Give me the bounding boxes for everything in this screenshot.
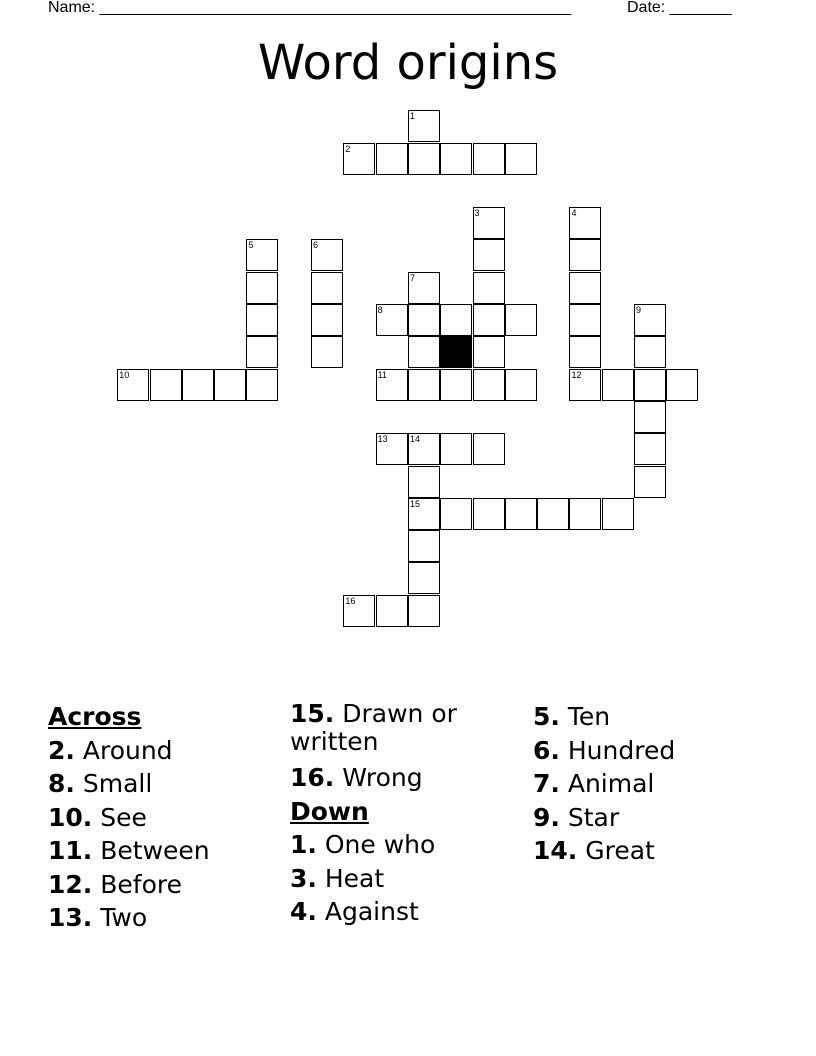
clues-column-3 (533, 700, 773, 868)
grid-cell[interactable] (311, 239, 343, 271)
grid-cell[interactable] (537, 498, 569, 530)
grid-cell[interactable] (505, 143, 537, 175)
grid-cell[interactable] (311, 336, 343, 368)
grid-cell[interactable] (634, 401, 666, 433)
grid-cell[interactable] (311, 272, 343, 304)
grid-cell[interactable] (473, 239, 505, 271)
clue-across-8: 8. Small (48, 769, 153, 798)
name-field-label: Name: _____________________________________________________ (48, 0, 572, 16)
clue-across-2: 2. Around (48, 735, 173, 765)
grid-cell[interactable] (473, 336, 505, 368)
grid-cell[interactable] (473, 272, 505, 304)
down-heading: Down (290, 796, 369, 826)
grid-cell[interactable] (246, 272, 278, 304)
grid-cell[interactable] (440, 369, 472, 401)
grid-cell[interactable] (246, 304, 278, 336)
grid-cell[interactable] (473, 498, 505, 530)
grid-cell[interactable] (473, 207, 505, 239)
clues-column-2 (290, 700, 510, 929)
grid-cell[interactable] (634, 433, 666, 465)
grid-cell[interactable] (311, 304, 343, 336)
across-heading: Across (48, 702, 142, 731)
clue-number: 1 (409, 111, 415, 122)
clue-number: 14 (409, 434, 420, 445)
grid-cell[interactable] (408, 143, 440, 175)
grid-cell[interactable] (569, 207, 601, 239)
clue-down-6: 6. Hundred (533, 735, 676, 765)
grid-cell[interactable] (408, 304, 440, 336)
grid-cell[interactable] (440, 433, 472, 465)
clue-down-7: 7. Animal (533, 769, 655, 798)
grid-cell[interactable] (569, 272, 601, 304)
grid-cell[interactable] (408, 595, 440, 627)
grid-cell[interactable] (473, 143, 505, 175)
clue-number: 15 (409, 498, 420, 509)
clue-down-14: 14. Great (533, 836, 655, 865)
clue-number: 10 (119, 369, 130, 380)
grid-cell[interactable] (473, 304, 505, 336)
grid-cell[interactable] (569, 239, 601, 271)
grid-cell[interactable] (634, 304, 666, 336)
grid-cell[interactable] (602, 498, 634, 530)
grid-cell[interactable] (634, 466, 666, 498)
clue-number: 12 (571, 369, 582, 380)
clues-column-1 (48, 700, 278, 935)
grid-cell[interactable] (440, 304, 472, 336)
grid-cell[interactable] (569, 304, 601, 336)
grid-cell[interactable] (182, 369, 214, 401)
grid-cell[interactable] (440, 143, 472, 175)
grid-cell[interactable] (634, 369, 666, 401)
clue-across-15: 15. Drawn or written (290, 699, 457, 756)
clue-number: 2 (345, 143, 351, 154)
grid-cell[interactable] (473, 369, 505, 401)
grid-cell[interactable] (214, 369, 246, 401)
clue-number: 7 (409, 272, 415, 283)
grid-cell[interactable] (473, 433, 505, 465)
grid-cell[interactable] (408, 336, 440, 368)
clue-number: 5 (248, 240, 254, 251)
clue-number: 16 (345, 595, 356, 606)
grid-cell[interactable] (376, 369, 408, 401)
grid-cell[interactable] (408, 530, 440, 562)
grid-cell[interactable] (408, 433, 440, 465)
grid-cell[interactable] (343, 595, 375, 627)
grid-cell[interactable] (408, 466, 440, 498)
grid-block-cell (440, 336, 472, 368)
page-title: Word origins (257, 35, 559, 91)
grid-cell[interactable] (408, 272, 440, 304)
clue-across-10: 10. See (48, 802, 147, 832)
date-field-label: Date: _______ (627, 0, 732, 16)
grid-cell[interactable] (117, 369, 149, 401)
clue-number: 8 (377, 305, 383, 316)
clue-down-3: 3. Heat (290, 863, 385, 893)
grid-cell[interactable] (569, 498, 601, 530)
clue-number: 13 (377, 434, 388, 445)
grid-cell[interactable] (505, 498, 537, 530)
grid-cell[interactable] (408, 562, 440, 594)
grid-cell[interactable] (376, 433, 408, 465)
clue-across-12: 12. Before (48, 869, 182, 899)
grid-cell[interactable] (569, 369, 601, 401)
grid-cell[interactable] (408, 110, 440, 142)
grid-cell[interactable] (246, 336, 278, 368)
grid-cell[interactable] (246, 239, 278, 271)
clue-across-13: 13. Two (48, 903, 148, 932)
clue-across-11: 11. Between (48, 836, 210, 865)
clue-number: 3 (474, 208, 480, 219)
grid-cell[interactable] (150, 369, 182, 401)
grid-cell[interactable] (246, 369, 278, 401)
clue-number: 4 (571, 208, 577, 219)
clue-number: 6 (313, 240, 319, 251)
clue-down-9: 9. Star (533, 802, 620, 832)
clue-down-5: 5. Ten (533, 702, 611, 731)
grid-cell[interactable] (666, 369, 698, 401)
grid-cell[interactable] (408, 498, 440, 530)
grid-cell[interactable] (440, 498, 472, 530)
grid-cell[interactable] (569, 336, 601, 368)
clue-across-16: 16. Wrong (290, 763, 423, 792)
grid-cell[interactable] (376, 143, 408, 175)
clue-number: 11 (377, 369, 387, 380)
grid-cell[interactable] (408, 369, 440, 401)
clue-down-1: 1. One who (290, 830, 436, 859)
grid-cell[interactable] (505, 304, 537, 336)
grid-cell[interactable] (376, 304, 408, 336)
grid-cell[interactable] (376, 595, 408, 627)
grid-cell[interactable] (505, 369, 537, 401)
grid-cell[interactable] (602, 369, 634, 401)
clue-number: 9 (636, 305, 642, 316)
grid-cell[interactable] (634, 336, 666, 368)
grid-cell[interactable] (343, 143, 375, 175)
clue-down-4: 4. Against (290, 897, 419, 926)
